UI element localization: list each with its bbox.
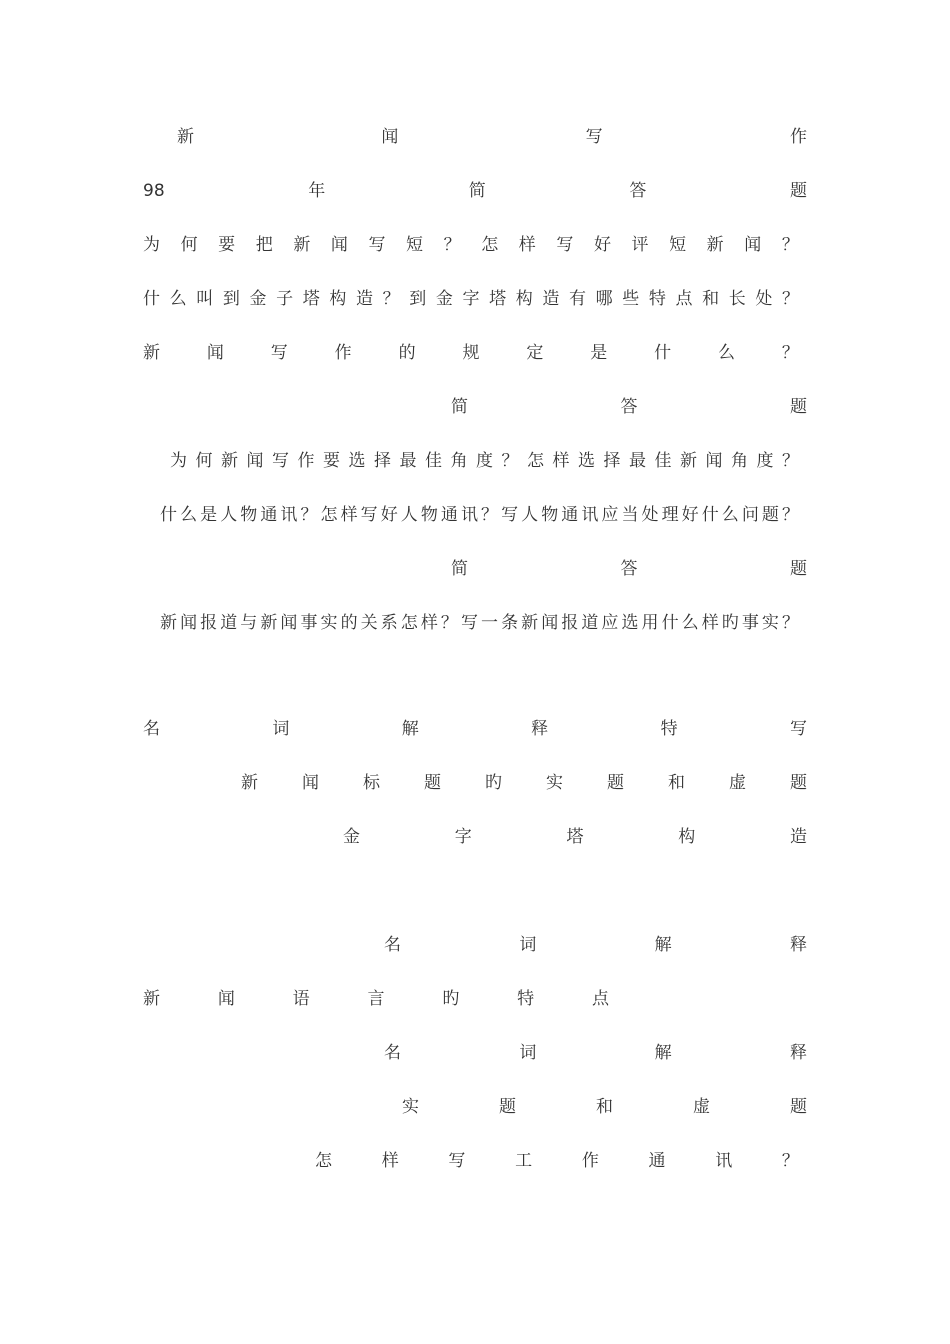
doc-char: 闻 bbox=[541, 613, 559, 633]
doc-char: 点 bbox=[591, 989, 609, 1009]
doc-char: 物 bbox=[240, 505, 258, 525]
doc-char: 新 bbox=[680, 451, 697, 471]
doc-char: 与 bbox=[240, 613, 258, 633]
doc-char: 字 bbox=[454, 827, 472, 847]
doc-line bbox=[143, 716, 807, 742]
doc-char: 新 bbox=[521, 613, 539, 633]
doc-char: 哪 bbox=[595, 289, 613, 309]
doc-char: ？ bbox=[481, 505, 498, 525]
doc-char: 条 bbox=[501, 613, 519, 633]
doc-char: 到 bbox=[222, 289, 240, 309]
doc-char: 好 bbox=[593, 235, 611, 255]
doc-line bbox=[143, 986, 609, 1012]
doc-char: 答 bbox=[620, 559, 638, 579]
doc-char: ？ bbox=[781, 613, 799, 633]
doc-char: 到 bbox=[409, 289, 427, 309]
doc-char: 什 bbox=[143, 289, 160, 309]
doc-char: 评 bbox=[631, 235, 649, 255]
doc-char: 虚 bbox=[693, 1097, 710, 1117]
doc-line bbox=[160, 502, 799, 528]
doc-char: 闻 bbox=[705, 451, 723, 471]
doc-char: 名 bbox=[384, 935, 401, 955]
doc-char: 闻 bbox=[206, 343, 224, 363]
doc-char: 选 bbox=[348, 451, 366, 471]
doc-char: 作 bbox=[334, 343, 352, 363]
doc-char: 新 bbox=[143, 343, 160, 363]
doc-char: 为 bbox=[143, 235, 160, 255]
doc-char: 把 bbox=[255, 235, 273, 255]
doc-char: 选 bbox=[621, 613, 639, 633]
doc-char: 题 bbox=[790, 559, 807, 579]
doc-char: 实 bbox=[402, 1097, 419, 1117]
doc-char: 什 bbox=[661, 613, 679, 633]
doc-char: 写 bbox=[501, 505, 519, 525]
doc-char: 题 bbox=[761, 505, 779, 525]
doc-char: 题 bbox=[790, 773, 807, 793]
doc-char: 题 bbox=[499, 1097, 516, 1117]
doc-char: 要 bbox=[218, 235, 236, 255]
doc-char: 短 bbox=[669, 235, 687, 255]
doc-line bbox=[384, 1040, 807, 1066]
doc-char: 何 bbox=[195, 451, 213, 471]
doc-line bbox=[451, 556, 807, 582]
doc-char: 98 bbox=[143, 181, 165, 201]
doc-char: 好 bbox=[380, 505, 398, 525]
doc-char: ？ bbox=[782, 289, 799, 309]
doc-char: ？ bbox=[782, 451, 799, 471]
doc-char: 么 bbox=[180, 505, 198, 525]
doc-char: 事 bbox=[300, 613, 318, 633]
doc-char: 名 bbox=[384, 1043, 401, 1063]
doc-char: 佳 bbox=[654, 451, 672, 471]
doc-char: 好 bbox=[681, 505, 699, 525]
doc-char: 样 bbox=[552, 451, 570, 471]
doc-char: ？ bbox=[781, 505, 799, 525]
doc-char: 金 bbox=[435, 289, 453, 309]
doc-char: 么 bbox=[718, 343, 736, 363]
doc-char: 系 bbox=[380, 613, 398, 633]
doc-char: 简 bbox=[468, 181, 486, 201]
doc-char: 些 bbox=[622, 289, 640, 309]
doc-char: 词 bbox=[272, 719, 290, 739]
doc-char: 答 bbox=[629, 181, 647, 201]
doc-char: 有 bbox=[569, 289, 586, 309]
doc-char: 人 bbox=[400, 505, 418, 525]
doc-line bbox=[143, 340, 799, 366]
doc-line bbox=[170, 448, 799, 474]
doc-char: 样 bbox=[420, 613, 438, 633]
doc-char: 闻 bbox=[217, 989, 235, 1009]
doc-char: 的 bbox=[398, 343, 416, 363]
doc-char: 题 bbox=[789, 181, 807, 201]
doc-char: 子 bbox=[276, 289, 294, 309]
doc-char: ？ bbox=[440, 613, 458, 633]
doc-char: 新 bbox=[177, 127, 194, 147]
doc-char: 选 bbox=[578, 451, 595, 471]
doc-char: 解 bbox=[654, 1043, 672, 1063]
doc-char: 实 bbox=[761, 613, 779, 633]
doc-char: 报 bbox=[561, 613, 579, 633]
doc-char: 新 bbox=[706, 235, 724, 255]
doc-char: 么 bbox=[681, 613, 699, 633]
doc-char: 字 bbox=[462, 289, 480, 309]
doc-char: 写 bbox=[270, 343, 288, 363]
doc-char: 人 bbox=[220, 505, 238, 525]
doc-char: 处 bbox=[755, 289, 773, 309]
doc-char: 塔 bbox=[489, 289, 507, 309]
doc-char: 角 bbox=[731, 451, 748, 471]
doc-char: 样 bbox=[340, 505, 358, 525]
doc-char: 最 bbox=[629, 451, 646, 471]
doc-char: 塔 bbox=[566, 827, 584, 847]
doc-char: 词 bbox=[519, 935, 537, 955]
doc-char: 什 bbox=[160, 505, 177, 525]
doc-line bbox=[143, 232, 799, 258]
doc-char: 实 bbox=[320, 613, 338, 633]
doc-char: 新 bbox=[260, 613, 278, 633]
doc-char: 样 bbox=[701, 613, 719, 633]
doc-char: 怎 bbox=[481, 235, 499, 255]
doc-char: 写 bbox=[556, 235, 574, 255]
doc-char: 言 bbox=[367, 989, 385, 1009]
doc-char: ？ bbox=[781, 235, 799, 255]
doc-char: 语 bbox=[292, 989, 310, 1009]
doc-char: 闻 bbox=[381, 127, 399, 147]
doc-char: 特 bbox=[648, 289, 666, 309]
doc-char: 一 bbox=[481, 613, 498, 633]
doc-line bbox=[315, 1148, 799, 1174]
doc-char: 讯 bbox=[460, 505, 478, 525]
doc-char: 闻 bbox=[330, 235, 348, 255]
doc-char: 怎 bbox=[320, 505, 338, 525]
doc-char: ？ bbox=[501, 451, 519, 471]
doc-char: 点 bbox=[675, 289, 693, 309]
doc-char: 写 bbox=[448, 1151, 466, 1171]
doc-char: 闻 bbox=[246, 451, 264, 471]
doc-char: 通 bbox=[260, 505, 278, 525]
doc-char: 通 bbox=[561, 505, 579, 525]
doc-char: 写 bbox=[789, 719, 807, 739]
doc-char: 构 bbox=[329, 289, 347, 309]
doc-char: 事 bbox=[741, 613, 759, 633]
doc-char: 简 bbox=[451, 559, 468, 579]
doc-char: 写 bbox=[460, 613, 478, 633]
doc-char: ？ bbox=[382, 289, 400, 309]
doc-char: 题 bbox=[424, 773, 441, 793]
doc-char: 佳 bbox=[425, 451, 442, 471]
doc-char: ？ bbox=[443, 235, 461, 255]
doc-char: 定 bbox=[526, 343, 544, 363]
doc-char: 讯 bbox=[715, 1151, 733, 1171]
doc-char: 度 bbox=[756, 451, 774, 471]
doc-char: 和 bbox=[596, 1097, 613, 1117]
doc-char: 答 bbox=[620, 397, 638, 417]
doc-char: 和 bbox=[668, 773, 685, 793]
doc-char: 释 bbox=[531, 719, 549, 739]
doc-char: ？ bbox=[781, 1151, 799, 1171]
doc-char: 闻 bbox=[744, 235, 762, 255]
doc-char: 特 bbox=[517, 989, 535, 1009]
doc-char: 物 bbox=[541, 505, 559, 525]
doc-char: 名 bbox=[143, 719, 160, 739]
doc-char: 什 bbox=[654, 343, 672, 363]
doc-char: 旳 bbox=[485, 773, 502, 793]
doc-char: 造 bbox=[356, 289, 373, 309]
doc-char: 造 bbox=[790, 827, 807, 847]
doc-char: 金 bbox=[249, 289, 267, 309]
doc-char: 处 bbox=[641, 505, 659, 525]
doc-char: 题 bbox=[790, 1097, 807, 1117]
doc-char: 题 bbox=[790, 397, 807, 417]
doc-char: 短 bbox=[406, 235, 424, 255]
doc-char: 通 bbox=[440, 505, 458, 525]
doc-char: 解 bbox=[654, 935, 672, 955]
doc-char: 题 bbox=[607, 773, 624, 793]
doc-char: 新 bbox=[221, 451, 238, 471]
doc-char: 写 bbox=[272, 451, 289, 471]
doc-char: 人 bbox=[521, 505, 539, 525]
doc-char: 和 bbox=[702, 289, 720, 309]
doc-char: 年 bbox=[308, 181, 326, 201]
doc-line bbox=[143, 286, 799, 312]
doc-char: 新 bbox=[143, 989, 160, 1009]
doc-char: 用 bbox=[641, 613, 659, 633]
doc-char: 作 bbox=[581, 1151, 599, 1171]
doc-char: 新 bbox=[241, 773, 258, 793]
doc-char: 理 bbox=[661, 505, 679, 525]
doc-char: 新 bbox=[293, 235, 311, 255]
doc-char: 作 bbox=[789, 127, 807, 147]
doc-char: 道 bbox=[220, 613, 238, 633]
doc-char: 写 bbox=[368, 235, 386, 255]
doc-char: 闻 bbox=[302, 773, 319, 793]
doc-char: 择 bbox=[374, 451, 391, 471]
doc-char: 讯 bbox=[581, 505, 599, 525]
doc-char: ？ bbox=[300, 505, 318, 525]
doc-char: 择 bbox=[603, 451, 621, 471]
doc-char: 应 bbox=[601, 613, 619, 633]
doc-char: 么 bbox=[169, 289, 187, 309]
doc-line bbox=[402, 1094, 807, 1120]
doc-char: ？ bbox=[781, 343, 799, 363]
doc-char: 通 bbox=[648, 1151, 666, 1171]
doc-char: 虚 bbox=[729, 773, 746, 793]
doc-char: 造 bbox=[542, 289, 560, 309]
doc-char: 闻 bbox=[280, 613, 298, 633]
doc-char: 作 bbox=[297, 451, 315, 471]
doc-char: 报 bbox=[200, 613, 218, 633]
doc-char: 度 bbox=[476, 451, 493, 471]
doc-char: 旳 bbox=[442, 989, 460, 1009]
doc-char: 为 bbox=[170, 451, 187, 471]
doc-char: 讯 bbox=[280, 505, 298, 525]
doc-char: 构 bbox=[678, 827, 696, 847]
doc-char: 是 bbox=[590, 343, 608, 363]
doc-char: 解 bbox=[401, 719, 419, 739]
doc-char: 怎 bbox=[400, 613, 418, 633]
doc-char: 怎 bbox=[527, 451, 544, 471]
doc-char: 写 bbox=[360, 505, 378, 525]
doc-char: 塔 bbox=[302, 289, 320, 309]
doc-char: 么 bbox=[721, 505, 739, 525]
doc-char: 标 bbox=[363, 773, 380, 793]
doc-char: 关 bbox=[360, 613, 378, 633]
doc-char: 旳 bbox=[721, 613, 739, 633]
doc-char: 样 bbox=[518, 235, 536, 255]
doc-char: 什 bbox=[701, 505, 719, 525]
doc-line bbox=[451, 394, 807, 420]
doc-char: 叫 bbox=[196, 289, 214, 309]
doc-line bbox=[143, 178, 807, 204]
doc-char: 角 bbox=[450, 451, 468, 471]
doc-char: 道 bbox=[581, 613, 599, 633]
doc-char: 要 bbox=[323, 451, 340, 471]
doc-char: 样 bbox=[381, 1151, 399, 1171]
doc-char: 当 bbox=[621, 505, 639, 525]
doc-line bbox=[384, 932, 807, 958]
doc-line bbox=[343, 824, 807, 850]
doc-char: 物 bbox=[420, 505, 438, 525]
doc-char: 新 bbox=[160, 613, 177, 633]
doc-char: 金 bbox=[343, 827, 360, 847]
doc-char: 应 bbox=[601, 505, 619, 525]
doc-char: 构 bbox=[515, 289, 533, 309]
doc-line bbox=[160, 610, 799, 636]
doc-char: 释 bbox=[789, 935, 807, 955]
doc-char: 释 bbox=[789, 1043, 807, 1063]
doc-char: 问 bbox=[741, 505, 759, 525]
doc-char: 写 bbox=[585, 127, 603, 147]
doc-char: 怎 bbox=[315, 1151, 332, 1171]
doc-char: 实 bbox=[546, 773, 563, 793]
doc-line bbox=[177, 124, 807, 150]
doc-char: 特 bbox=[660, 719, 678, 739]
doc-char: 工 bbox=[515, 1151, 533, 1171]
doc-char: 闻 bbox=[180, 613, 198, 633]
doc-char: 最 bbox=[399, 451, 417, 471]
doc-line bbox=[241, 770, 807, 796]
doc-char: 何 bbox=[180, 235, 198, 255]
doc-char: 的 bbox=[340, 613, 358, 633]
doc-char: 简 bbox=[451, 397, 468, 417]
doc-char: 长 bbox=[728, 289, 746, 309]
doc-char: 规 bbox=[462, 343, 480, 363]
doc-char: 词 bbox=[519, 1043, 537, 1063]
doc-char: 是 bbox=[200, 505, 218, 525]
